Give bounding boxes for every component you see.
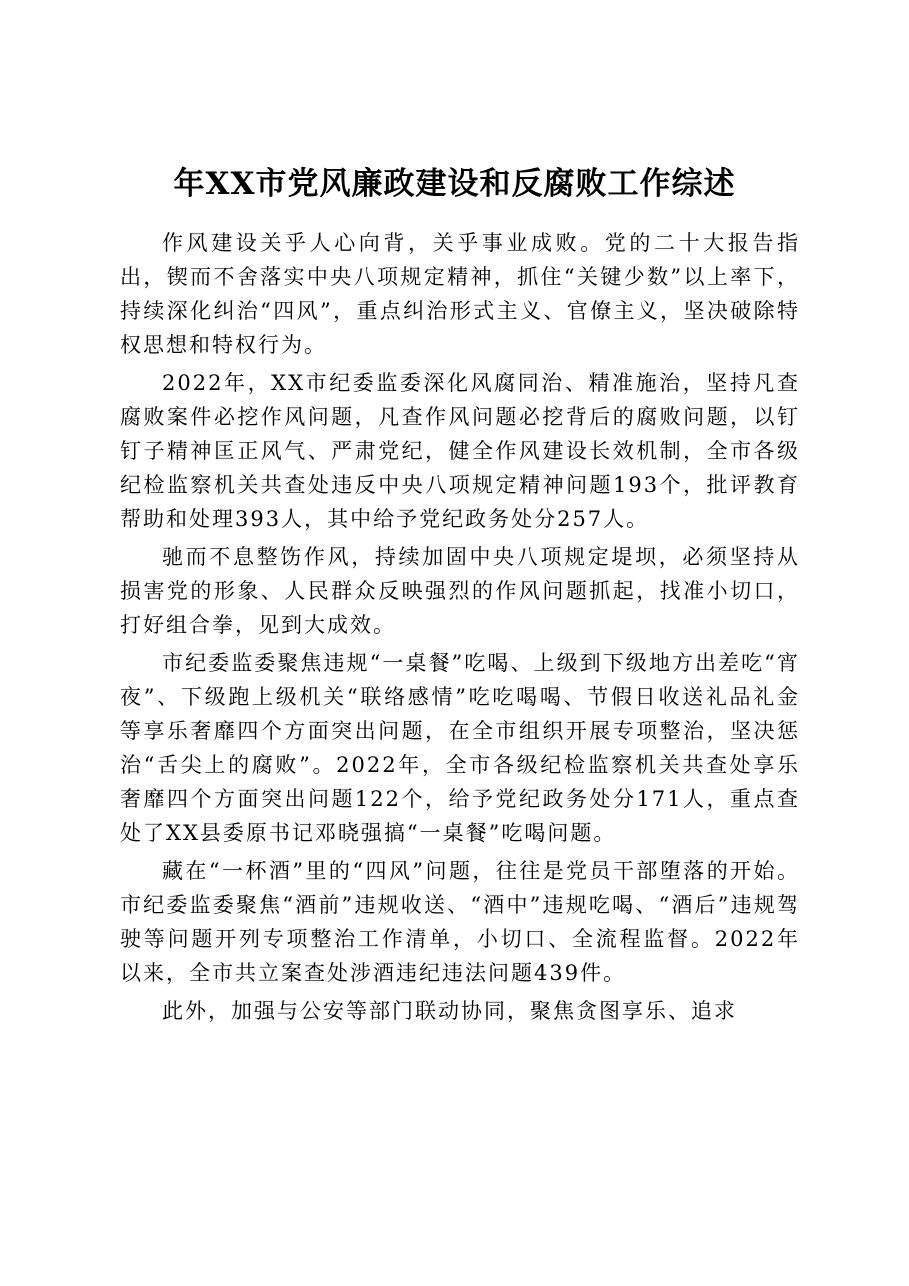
paragraph: 此外，加强与公安等部门联动协同，聚焦贪图享乐、追求 — [162, 999, 737, 1023]
paragraph: 藏在“一杯酒”里的“四风”问题，往往是党员干部堕落的开始。市纪委监委聚焦“酒前”违规收送、“酒中”违规吃喝、“酒后”违规驾驶等问题开列专项整治工作清单，小切口、全流程监督。2022年以来，全市共立案查处涉酒违纪违法问题439件。 — [120, 859, 800, 985]
paragraph: 作风建设关乎人心向背，关乎事业成败。党的二十大报告指出，锲而不舍落实中央八项规定精神，抓住“关键少数”以上率下，持续深化纠治“四风”，重点纠治形式主义、官僚主义，坚决破除特权思想和特权行为。 — [120, 231, 800, 357]
paragraph: 市纪委监委聚焦违规“一桌餐”吃喝、上级到下级地方出差吃“宵夜”、下级跑上级机关“联络感情”吃吃喝喝、节假日收送礼品礼金等享乐奢靡四个方面突出问题，在全市组织开展专项整治，坚决惩治“舌尖上的腐败”。2022年，全市各级纪检监察机关共查处享乐奢靡四个方面突出问题122个，给予党纪政务处分171人，重点查处了XX县委原书记邓晓强搞“一桌餐”吃喝问题。 — [120, 651, 800, 845]
document-body — [120, 226, 800, 1032]
document-title: 年XX市党风廉政建设和反腐败工作综述 — [173, 166, 736, 202]
paragraph: 2022年，XX市纪委监委深化风腐同治、精准施治，坚持凡查腐败案件必挖作风问题，凡查作风问题必挖背后的腐败问题，以钉钉子精神匡正风气、严肃党纪，健全作风建设长效机制，全市各级纪检监察机关共查处违反中央八项规定精神问题193个，批评教育帮助和处理393人，其中给予党纪政务处分257人。 — [120, 371, 800, 531]
paragraph: 驰而不息整饬作风，持续加固中央八项规定堤坝，必须坚持从损害党的形象、人民群众反映强烈的作风问题抓起，找准小切口，打好组合拳，见到大成效。 — [120, 545, 800, 637]
